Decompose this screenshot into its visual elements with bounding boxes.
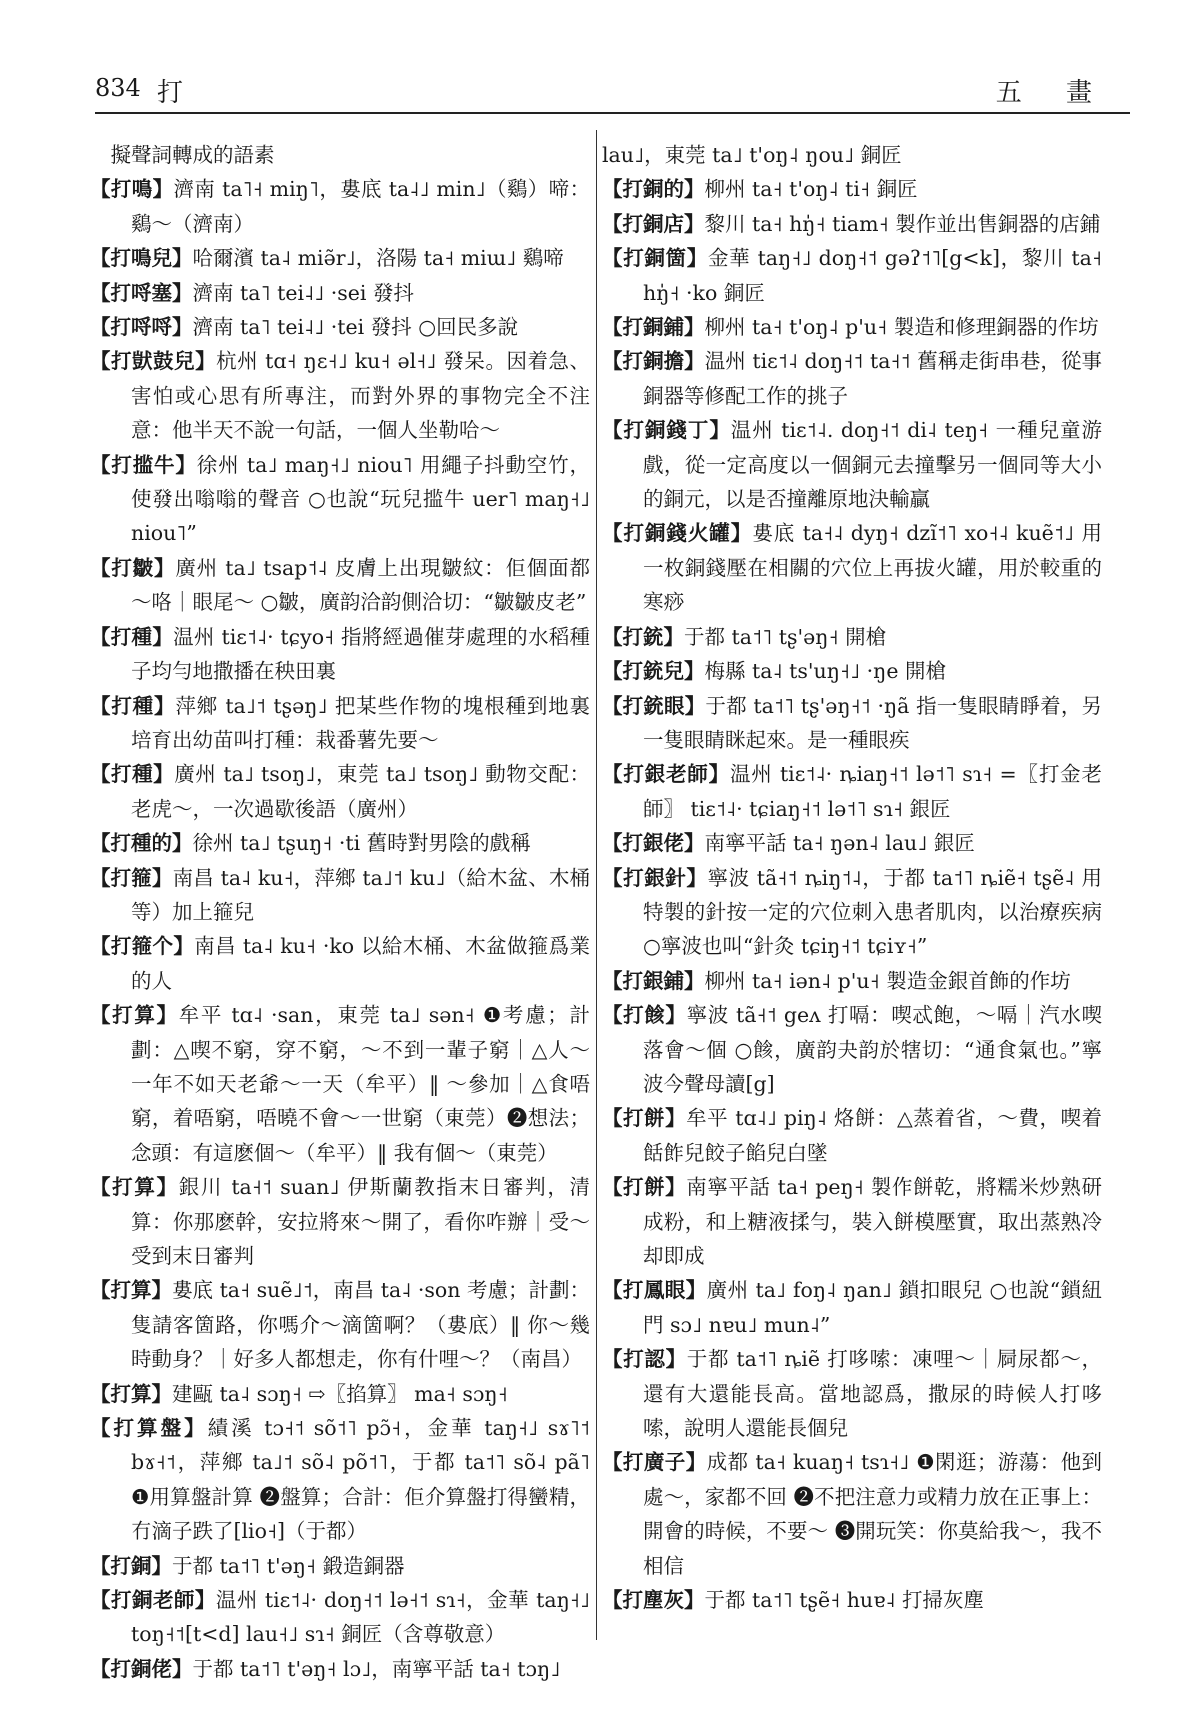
entry-headword: 【打皺】 bbox=[90, 555, 176, 580]
dictionary-entry bbox=[602, 826, 1102, 860]
dictionary-entry bbox=[602, 1273, 1102, 1342]
dictionary-entry bbox=[90, 689, 590, 758]
entry-text: 南寧平話 ta˧ ŋən˨ lau˩ 銀匠 bbox=[704, 831, 975, 856]
entry-headword: 【打餅】 bbox=[602, 1106, 687, 1131]
entry-headword: 【打鳴】 bbox=[90, 177, 174, 202]
entry-text: 柳州 ta˧ t'oŋ˨ p'u˧ 製造和修理銅器的作坊 bbox=[704, 315, 1099, 340]
entry-text: 温州 tiɛ˦˨· tɕyo˧ 指將經過催芽處理的水稻種子均勻地撒播在秧田裏 bbox=[131, 624, 590, 684]
entry-headword: 【打算】 bbox=[90, 1278, 173, 1303]
dictionary-entry bbox=[602, 516, 1102, 619]
entry-headword: 【打廣子】 bbox=[602, 1450, 707, 1475]
entry-headword: 【打算】 bbox=[90, 1003, 179, 1028]
dictionary-entry bbox=[90, 344, 590, 447]
entry-text: 建甌 ta˨ sɔŋ˧ ⇨〖掐算〗 ma˧ sɔŋ˧ bbox=[172, 1381, 508, 1406]
dictionary-entry bbox=[90, 1377, 590, 1411]
column-divider bbox=[596, 130, 597, 1640]
entry-headword: 【打銃】 bbox=[602, 624, 684, 649]
entry-text: 徐州 ta˩ maŋ˧˩ niou˥ 用繩子抖動空竹，使發出嗡嗡的聲音 ○也說“玩兒㨫牛 uer˥ maŋ˧˩ niou˥” bbox=[131, 452, 591, 546]
dictionary-entry bbox=[90, 620, 590, 689]
section-label: 五 畫 bbox=[995, 78, 1110, 108]
entry-text: 于都 ta˦˥ tʂẽ˧ huɐ˨ 打掃灰塵 bbox=[704, 1588, 984, 1613]
entry-text: 温州 tiɛ˦˨· ȵiaŋ˧˦ lə˦˥ sɿ˧ =〖打金老師〗 tiɛ˦˨· tɕiaŋ˧˦ lə˦˥ sɿ˧ 銀匠 bbox=[643, 762, 1102, 821]
entry-text: 牟平 tɑ˨˩ piŋ˨ 烙餅：△蒸着省，～費，喫着餂飵兒餃子餡兒白墜 bbox=[643, 1106, 1103, 1165]
entry-text: 婁底 ta˧ suẽ˩˦，南昌 ta˨ ·son 考慮；計劃：隻請客箇路，你嗎介～滴箇啊？（婁底）‖ 你～幾時動身？｜好多人都想走，你有什哩～？（南昌） bbox=[131, 1278, 590, 1372]
entry-text: 于都 ta˦˥ tʂ'əŋ˧˦ ·ŋã 指一隻眼睛睜着，另一隻眼睛眯起來。是一種眼疾 bbox=[643, 693, 1102, 752]
entry-headword: 【打銅】 bbox=[90, 1553, 172, 1578]
dictionary-entry bbox=[90, 551, 590, 620]
entry-text: 南昌 ta˨ ku˧ ·ko 以給木桶、木盆做箍爲業的人 bbox=[131, 934, 590, 993]
entry-text: 杭州 tɑ˧ ŋɛ˧˩ ku˧ əl˧˩ 發呆。因着急、害怕或心思有所專注，而對外界的事物完全不注意：他半天不說一句話，一個人坐勒哈～ bbox=[131, 349, 591, 443]
page-header bbox=[95, 68, 1130, 114]
entry-headword: 【打算盤】 bbox=[90, 1416, 208, 1441]
entry-headword: 【打銀佬】 bbox=[602, 831, 705, 856]
entry-headword: 【打算】 bbox=[90, 1381, 172, 1406]
dictionary-entry bbox=[90, 998, 590, 1170]
entry-text: 寧波 tã˧˦ ȵiŋ˦˨，于都 ta˦˥ ȵiẽ˧ tʂẽ˨ 用特製的針按一定的穴位刺入患者肌肉，以治療疾病 ○寧波也叫“針灸 tɕiŋ˧˦ tɕiʏ˧” bbox=[643, 865, 1103, 959]
entry-text: 温州 tiɛ˦˨ doŋ˧˦ ta˧˦ 舊稱走街串巷，從事銅器等修配工作的挑子 bbox=[643, 349, 1102, 408]
entry-text: 萍鄉 ta˩˦ tʂəŋ˩ 把某些作物的塊根種到地裏培育出幼苗叫打種：栽番薯先要～ bbox=[131, 693, 590, 752]
entry-headword: 【打塵灰】 bbox=[602, 1588, 705, 1613]
entry-headword: 【打鳴兒】 bbox=[90, 246, 193, 271]
entry-headword: 【打獃鼓兒】 bbox=[90, 349, 217, 374]
dictionary-entry bbox=[602, 344, 1102, 413]
dictionary-entry bbox=[90, 1273, 590, 1376]
entry-text: 濟南 ta˥ tei˨˩ ·sei 發抖 bbox=[192, 280, 415, 305]
dictionary-entry bbox=[602, 172, 1102, 206]
entry-text: 濟南 ta˥˧ miŋ˥，婁底 ta˨˩ min˩（鷄）啼：鷄～（濟南） bbox=[131, 177, 590, 236]
dictionary-entry bbox=[90, 1411, 590, 1549]
dictionary-entry bbox=[90, 929, 590, 998]
dictionary-entry bbox=[602, 413, 1102, 516]
dictionary-entry bbox=[90, 310, 590, 344]
dictionary-entry bbox=[90, 448, 590, 551]
entry-headword: 【打銃眼】 bbox=[602, 693, 706, 718]
entry-headword: 【打鳳眼】 bbox=[602, 1278, 707, 1303]
dictionary-entry bbox=[90, 1652, 590, 1686]
entry-headword: 【打哷塞】 bbox=[90, 280, 193, 305]
entry-text: 金華 taŋ˧˩ doŋ˧˦ gəʔ˦˥[g<k]，黎川 ta˧ hŋ̍˧ ·ko 銅匠 bbox=[643, 246, 1102, 305]
entry-text: 績溪 tɔ˧˦ sõ˦˥ pɔ̃˧，金華 taŋ˧˩ sɤ˥˦ bɤ˧˦，萍鄉 ta˩˦ sõ˨ põ˦˥，于都 ta˦˥ sõ˨ pã˥ ❶用算盤計算 ❷盤算；合計：佢介算盤打得蠻精，冇滴子跌了[lio˧]（于都） bbox=[131, 1416, 590, 1544]
dictionary-entry bbox=[602, 861, 1102, 964]
dictionary-entry bbox=[602, 1101, 1102, 1170]
entry-headword: 【打種】 bbox=[90, 762, 175, 787]
page-number: 834 bbox=[95, 74, 141, 102]
dictionary-entry bbox=[90, 1549, 590, 1583]
dictionary-entry bbox=[90, 1583, 590, 1652]
entry-headword: 【打銅佬】 bbox=[90, 1656, 193, 1681]
dictionary-entry bbox=[602, 1583, 1102, 1617]
entry-text: 濟南 ta˥ tei˨˩ ·tei 發抖 ○回民多說 bbox=[192, 315, 519, 340]
entry-headword: 【打銀鋪】 bbox=[602, 968, 705, 993]
entry-text: 于都 ta˦˥ t'əŋ˧ 鍛造銅器 bbox=[172, 1553, 405, 1578]
dictionary-entry bbox=[602, 964, 1102, 998]
entry-text: 廣州 ta˩ tsoŋ˩，東莞 ta˩ tsoŋ˩ 動物交配：老虎～，一次過歇後語（廣州） bbox=[131, 762, 590, 821]
entry-headword: 【打認】 bbox=[602, 1347, 687, 1372]
entry-headword: 【打銅錢火罐】 bbox=[602, 521, 753, 546]
entry-headword: 【打銅鋪】 bbox=[602, 315, 705, 340]
entry-headword: 【打銅店】 bbox=[602, 211, 705, 236]
entry-text: 婁底 ta˧˨ dyŋ˧ dzĩ˦˥ xo˧˨ kuẽ˦˩ 用一枚銅錢壓在相關的穴位上再拔火罐，用於較重的寒痧 bbox=[643, 521, 1103, 615]
dictionary-entry bbox=[90, 241, 590, 275]
entry-headword: 【打銃兒】 bbox=[602, 659, 705, 684]
entry-text: 牟平 tɑ˨ ·san，東莞 ta˩ sən˧ ❶考慮；計劃：△喫不窮，穿不窮，～不到一輩子窮｜△人～一年不如天老爺～一天（牟平）‖ ～參加｜△食唔窮，着唔窮，唔曉不會～一世窮（東莞）❷想法；念頭：有這麽個～（牟平）‖ 我有個～（東莞） bbox=[131, 1003, 590, 1165]
dictionary-entry bbox=[602, 207, 1102, 241]
entry-text: 徐州 ta˩ tʂuŋ˧ ·ti 舊時對男陰的戲稱 bbox=[192, 831, 531, 856]
dictionary-entry bbox=[90, 172, 590, 241]
entry-headword: 【打銅擔】 bbox=[602, 349, 705, 374]
entry-headword: 【打哷哷】 bbox=[90, 315, 193, 340]
entry-text: 南昌 ta˨ ku˧，萍鄉 ta˩˦ ku˩（給木盆、木桶等）加上箍兒 bbox=[131, 865, 591, 924]
entry-text: 廣州 ta˩ tsap˦˨ 皮膚上出現皺紋：佢個面都～咯｜眼尾～ ○皺，廣韵洽韵側洽切：“皺皺皮老” bbox=[131, 555, 590, 615]
entry-text: 柳州 ta˧ iən˨ p'u˧ 製造金銀首飾的作坊 bbox=[704, 968, 1071, 993]
entry-headword: 【打種】 bbox=[90, 693, 176, 718]
entry-text: 銀川 ta˧˦ suan˩ 伊斯蘭教指末日審判，清算：你那麽幹，安拉將來～開了，看你咋辦｜受～受到末日審判 bbox=[131, 1175, 590, 1268]
dictionary-entry bbox=[602, 310, 1102, 344]
entry-text: 梅縣 ta˨ ts'uŋ˧˩ ·ŋe 開槍 bbox=[704, 659, 947, 684]
entry-headword: 【打餩】 bbox=[602, 1003, 687, 1028]
entry-text: 南寧平話 ta˧ peŋ˧ 製作餅乾，將糯米炒熟研成粉，和上糖液揉勻，裝入餅模壓實，取出蒸熟冷却即成 bbox=[643, 1175, 1102, 1268]
dictionary-entry bbox=[90, 757, 590, 826]
dictionary-entry bbox=[90, 861, 590, 930]
entry-headword: 【打銅錢丁】 bbox=[602, 418, 731, 443]
entry-headword: 【打銅老師】 bbox=[90, 1588, 216, 1613]
entry-headword: 【打箍】 bbox=[90, 865, 173, 890]
page-character: 打 bbox=[157, 78, 184, 108]
entry-headword: 【打種的】 bbox=[90, 831, 193, 856]
right-column bbox=[602, 138, 1102, 1617]
entry-text: 柳州 ta˧ t'oŋ˨ ti˧ 銅匠 bbox=[704, 177, 918, 202]
entry-headword: 【打銅的】 bbox=[602, 177, 705, 202]
dictionary-entry bbox=[602, 1445, 1102, 1583]
entry-text: 温州 tiɛ˦˨. doŋ˧˦ di˨ teŋ˧ 一種兒童游戲，從一定高度以一個銅元去撞擊另一個同等大小的銅元，以是否撞離原地決輸贏 bbox=[643, 418, 1103, 512]
dictionary-entry bbox=[602, 1170, 1102, 1273]
dictionary-entry bbox=[602, 998, 1102, 1101]
entry-text: 黎川 ta˧ hŋ̍˧ tiam˧ 製作並出售銅器的店鋪 bbox=[704, 211, 1101, 236]
entry-headword: 【打銀老師】 bbox=[602, 762, 730, 787]
entry-text: 寧波 tã˧˦ geʌ 打嗝：喫忒飽，～嗝｜汽水喫落會～個 ○餩，廣韵夬韵於犗切：“通食氣也。”寧波今聲母讀[g] bbox=[643, 1003, 1102, 1096]
dictionary-entry bbox=[90, 826, 590, 860]
entry-text: 于都 ta˦˥ t'əŋ˧ lɔ˩，南寧平話 ta˧ tɔŋ˩ bbox=[192, 1656, 561, 1681]
dictionary-entry bbox=[602, 757, 1102, 826]
dictionary-entry bbox=[90, 1170, 590, 1273]
entry-headword: 【打箍个】 bbox=[90, 934, 195, 959]
entry-text: 于都 ta˦˥ tʂ'əŋ˧ 開槍 bbox=[684, 624, 887, 649]
left-column bbox=[90, 138, 590, 1686]
entry-text: 于都 ta˦˥ ȵiẽ 打哆嗦：凍哩～｜屙尿都～，還有大還能長高。當地認爲，撒尿的時候人打哆嗦，說明人還能長個兒 bbox=[643, 1347, 1103, 1441]
dictionary-entry bbox=[602, 241, 1102, 310]
dictionary-entry bbox=[90, 138, 590, 172]
entry-headword: 【打餅】 bbox=[602, 1175, 687, 1200]
entry-headword: 【打種】 bbox=[90, 624, 174, 649]
entry-text: lau˩，東莞 ta˩ t'oŋ˨ ŋou˩ 銅匠 bbox=[602, 143, 902, 167]
dictionary-entry bbox=[602, 689, 1102, 758]
dictionary-entry bbox=[602, 620, 1102, 654]
entry-headword: 【打㨫牛】 bbox=[90, 452, 197, 477]
entry-text: 温州 tiɛ˦˨· doŋ˧˦ lə˧˦ sɿ˧，金華 taŋ˧˩ toŋ˧˦[t<d] lau˧˩ sɿ˧ 銅匠（含尊敬意） bbox=[131, 1588, 590, 1647]
dictionary-entry bbox=[602, 138, 1102, 172]
dictionary-entry bbox=[602, 1342, 1102, 1445]
entry-headword: 【打銅箇】 bbox=[602, 246, 708, 271]
dictionary-entry bbox=[602, 654, 1102, 688]
dictionary-entry bbox=[90, 276, 590, 310]
entry-text: 成都 ta˧ kuaŋ˧ tsɿ˧˩ ❶閑逛；游蕩：他到處～，家都不回 ❷不把注意力或精力放在正事上：開會的時候，不要～ ❸開玩笑：你莫給我～，我不相信 bbox=[643, 1450, 1102, 1578]
entry-text: 擬聲詞轉成的語素 bbox=[90, 143, 275, 167]
entry-headword: 【打算】 bbox=[90, 1175, 179, 1200]
entry-headword: 【打銀針】 bbox=[602, 865, 708, 890]
entry-text: 廣州 ta˩ foŋ˨ ŋan˩ 鎖扣眼兒 ○也說“鎖紐門 sɔ˩ nɐu˩ mun˨” bbox=[643, 1278, 1103, 1337]
entry-text: 哈爾濱 ta˨ miə̃r˩，洛陽 ta˧ miɯ˩ 鷄啼 bbox=[192, 246, 564, 271]
